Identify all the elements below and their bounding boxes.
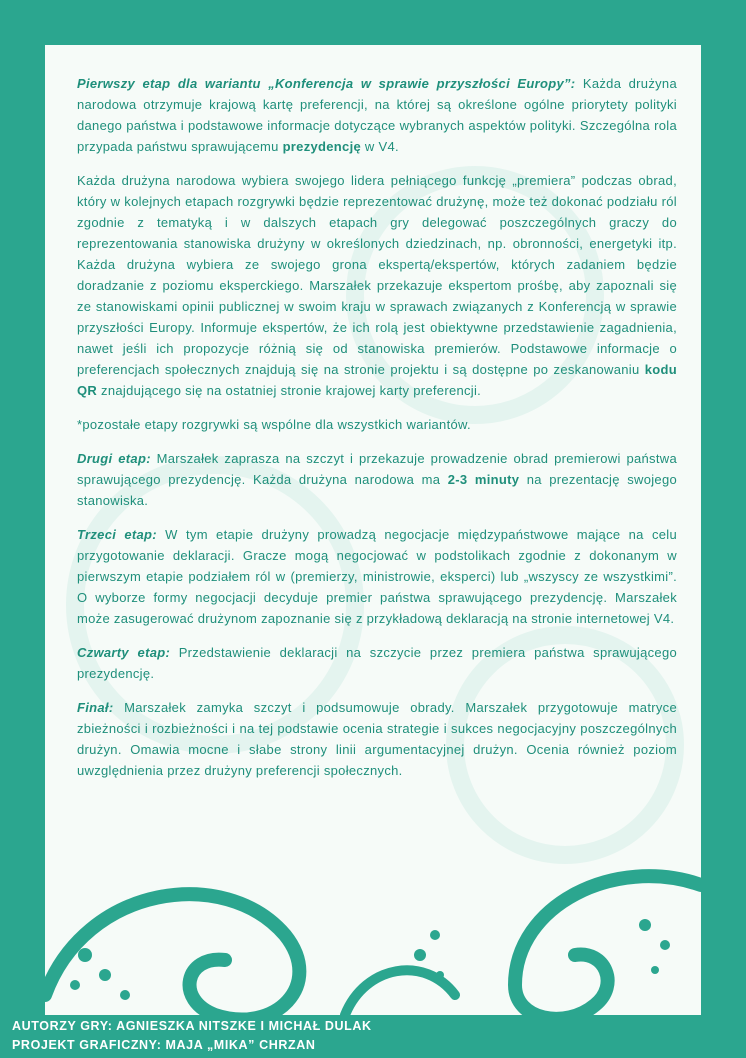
first-stage-text: Każda drużyna narodowa otrzymuje krajową kartę preferencji, na której są określone ogólne priorytety polityki danego państwa i podstawowe informacje dotyczące wybranych aspektów polityki. Szczególna rola przypada państwu sprawującemu <box>77 76 677 154</box>
paragraph-second-stage <box>77 448 677 511</box>
third-stage-text: W tym etapie drużyny prowadzą negocjacje międzypaństwowe mające na celu przygotowanie deklaracji. Gracze mogą negocjować w podstolikach zgodnie z dokonanym w pierwszym etapie podziałem ról w (premierzy, ministrowie, eksperci) lub „wszyscy ze wszystkimi”. O wyborze formy negocjacji decyduje premier państwa sprawującego prezydencję. Marszałek może zasugerować drużynom zapoznanie się z przykładową deklaracją na stronie internetowej V4. <box>77 527 677 626</box>
paragraph-footnote <box>77 414 677 435</box>
credits <box>12 1017 372 1055</box>
paragraph-fourth-stage <box>77 642 677 684</box>
paragraph-third-stage <box>77 524 677 629</box>
second-stage-text: Marszałek zaprasza na szczyt i przekazuje prowadzenie obrad premierowi państwa sprawującego prezydencję. Każda drużyna narodowa ma <box>77 451 677 487</box>
second-stage-text-end: na prezentację swojego stanowiska. <box>77 472 678 508</box>
second-stage-heading: Drugi etap: <box>77 451 151 466</box>
first-stage-heading: Pierwszy etap dla wariantu „Konferencja w sprawie przyszłości Europy”: <box>77 76 576 91</box>
fourth-stage-text: Przedstawienie deklaracji na szczycie przez premiera państwa sprawującego prezydencję. <box>77 645 678 681</box>
third-stage-heading: Trzeci etap: <box>77 527 157 542</box>
credits-authors: AUTORZY GRY: AGNIESZKA NITSZKE I MICHAŁ DULAK <box>12 1019 372 1033</box>
paragraph-final <box>77 697 677 781</box>
footnote-text: *pozostałe etapy rozgrywki są wspólne dla wszystkich wariantów. <box>77 417 471 432</box>
second-stage-bold: 2-3 minuty <box>447 472 520 487</box>
spiral-right <box>515 876 701 1015</box>
page-paper <box>45 45 701 1015</box>
qr-code-bold: kodu QR <box>77 362 677 398</box>
team-leader-text: Każda drużyna narodowa wybiera swojego lidera pełniącego funkcję „premiera” podczas obrad, który w kolejnych etapach rozgrywki będzie reprezentować drużynę, może też dokonać podziału ról zgodnie z tematyką i w dalszych etapach gry delegować poszczególnych graczy do reprezentowania stanowiska drużyny w określonych dziedzinach, np. obronności, energetyki itp. Każda drużyna wybiera ze swojego grona ekspertą/ekspertów, których zadaniem będzie doradzanie z poziomu eksperckiego. Marszałek przekazuje ekspertom prośbę, aby zapoznali się ze stanowiskami opinii publicznej w swoim kraju w sprawach związanych z Konferencją w sprawie przyszłości Europy. Informuje ekspertów, że ich rolą jest obiektywne przedstawienie zagadnienia, nawet jeśli ich propozycje różnią się od stanowiska premierów. Podstawowe informacje o preferencjach społecznych znajdują się na stronie projektu i są dostępne po zeskanowaniu <box>77 173 677 377</box>
first-stage-text-end: w V4. <box>361 139 399 154</box>
paragraph-first-stage <box>77 73 677 157</box>
fourth-stage-heading: Czwarty etap: <box>77 645 171 660</box>
team-leader-text-end: znajdującego się na ostatniej stronie krajowej karty preferencji. <box>97 383 482 398</box>
paragraph-team-leader <box>77 170 677 401</box>
document-body <box>77 73 677 794</box>
credits-design: PROJEKT GRAFICZNY: MAJA „MIKA” CHRZAN <box>12 1038 316 1052</box>
first-stage-bold: prezydencję <box>282 139 362 154</box>
final-text: Marszałek zamyka szczyt i podsumowuje obrady. Marszałek przygotowuje matryce zbieżności i rozbieżności i na tej podstawie ocenia strategie i sukces negocjacyjny poszczególnych drużyn. Omawia mocne i słabe strony linii argumentacyjnej drużyn. Ocenia również poziom uwzględnienia przez drużyny preferencji społecznych. <box>77 700 677 778</box>
spiral-decoration <box>45 845 701 1015</box>
final-heading: Finał: <box>77 700 114 715</box>
